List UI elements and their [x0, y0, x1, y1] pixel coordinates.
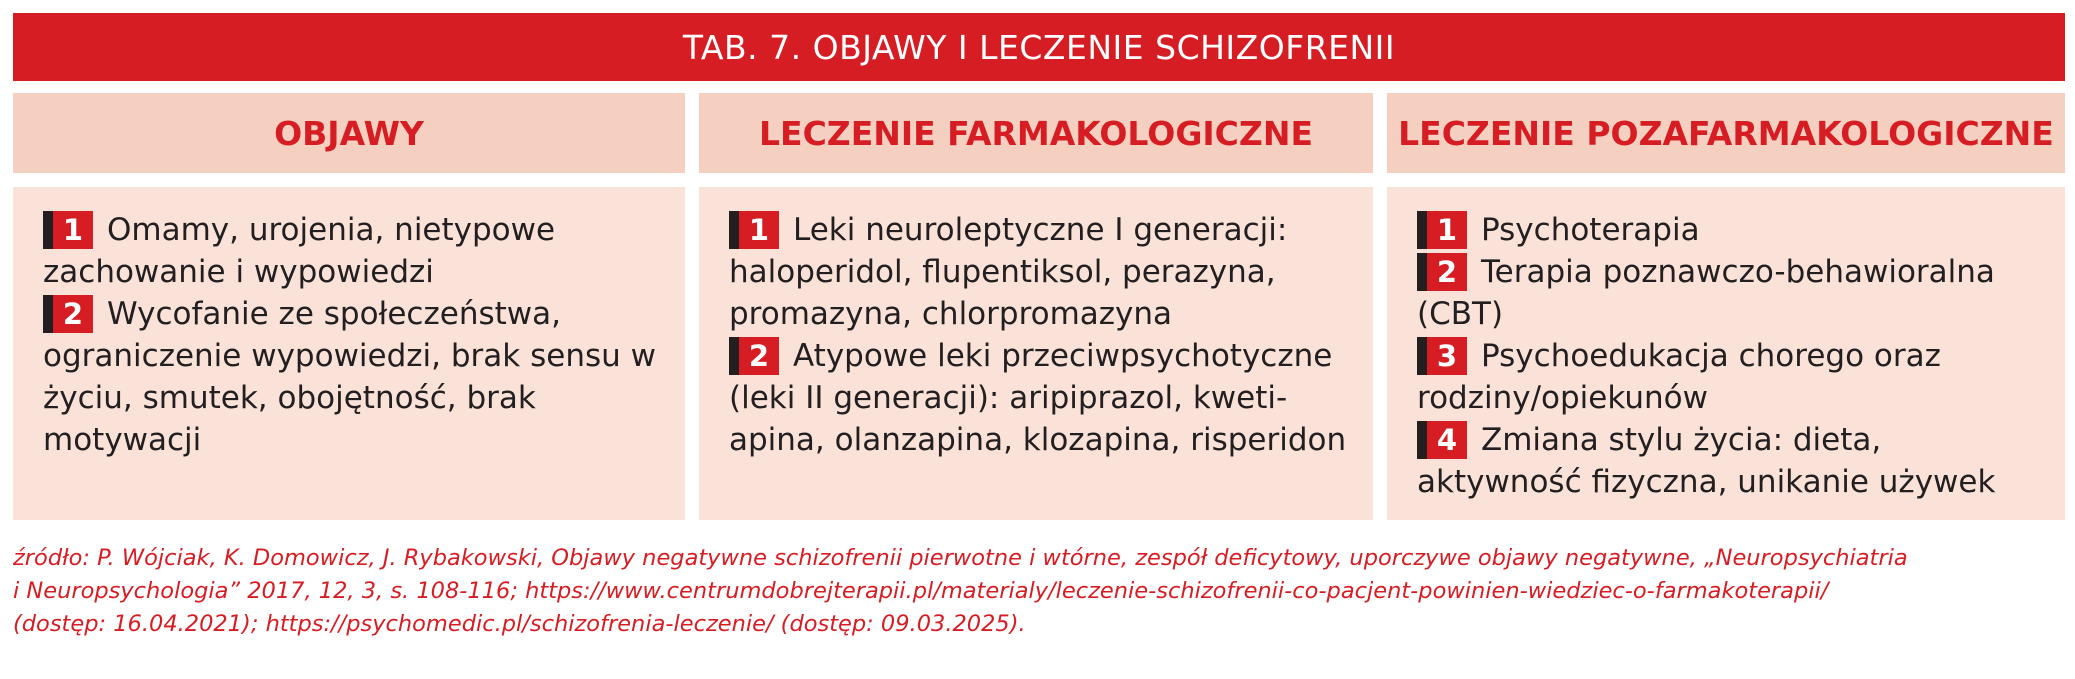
- list-item: [1417, 251, 2041, 335]
- list-item: [43, 209, 661, 293]
- column-header-leczenie-farmakologiczne: LECZENIE FARMAKOLOGICZNE: [699, 93, 1373, 173]
- list-item-text: Leki neuroleptyczne I generacji: haloperidol, flupentiksol, perazyna, promazyna, chlorpromazyna: [729, 212, 1288, 332]
- column-header-objawy: OBJAWY: [13, 93, 685, 173]
- list-item-text: Psychoedukacja chorego oraz rodziny/opiekunów: [1417, 338, 1941, 416]
- source-line: źródło: P. Wójciak, K. Domowicz, J. Rybakowski, Objawy negatywne schizofrenii pierwotne i wtórne, zespół deficytowy, uporczywe objawy negatywne, „Neuropsychiatria: [13, 545, 1908, 571]
- list-item-text: Zmiana stylu życia: dieta, aktywność fizyczna, unikanie używek: [1417, 422, 1996, 500]
- list-item-text: Psychoterapia: [1481, 212, 1700, 248]
- number-badge: 2: [1417, 253, 1467, 291]
- source-note: [13, 542, 2063, 641]
- list-item: [43, 293, 661, 461]
- number-badge: 1: [1417, 211, 1467, 249]
- list-item-text: Omamy, urojenia, nietypowe zachowanie i wypowiedzi: [43, 212, 556, 290]
- source-line: (dostęp: 16.04.2021); https://psychomedic.pl/schizofrenia-leczenie/ (dostęp: 09.03.2025).: [13, 611, 1026, 637]
- list-item: [1417, 209, 2041, 251]
- list-item-text: Terapia poznawczo-behawioralna (CBT): [1417, 254, 1995, 332]
- number-badge: 2: [43, 295, 93, 333]
- list-item-text: Atypowe leki przeciwpsychotyczne (leki II generacji): aripiprazol, kweti-apina, olanzapina, klozapina, risperidon: [729, 338, 1347, 458]
- column-body-objawy: [13, 187, 685, 520]
- list-item: [729, 209, 1349, 335]
- number-badge: 3: [1417, 337, 1467, 375]
- column-header-leczenie-pozafarmakologiczne: LECZENIE POZAFARMAKOLOGICZNE: [1387, 93, 2065, 173]
- number-badge: 2: [729, 337, 779, 375]
- column-body-leczenie-farmakologiczne: [699, 187, 1373, 520]
- column-body-leczenie-pozafarmakologiczne: [1387, 187, 2065, 520]
- table-title: TAB. 7. OBJAWY I LECZENIE SCHIZOFRENII: [13, 13, 2065, 81]
- list-item-text: Wycofanie ze społeczeństwa, ograniczenie wypowiedzi, brak sensu w życiu, smutek, obojętność, brak motywacji: [43, 296, 656, 458]
- list-item: [729, 335, 1349, 461]
- source-line: i Neuropsychologia” 2017, 12, 3, s. 108-116; https://www.centrumdobrejterapii.pl/materialy/leczenie-schizofrenii-co-pacjent-powinien-wiedziec-o-farmakoterapii/: [13, 578, 1829, 604]
- list-item: [1417, 419, 2041, 503]
- number-badge: 4: [1417, 421, 1467, 459]
- number-badge: 1: [729, 211, 779, 249]
- number-badge: 1: [43, 211, 93, 249]
- list-item: [1417, 335, 2041, 419]
